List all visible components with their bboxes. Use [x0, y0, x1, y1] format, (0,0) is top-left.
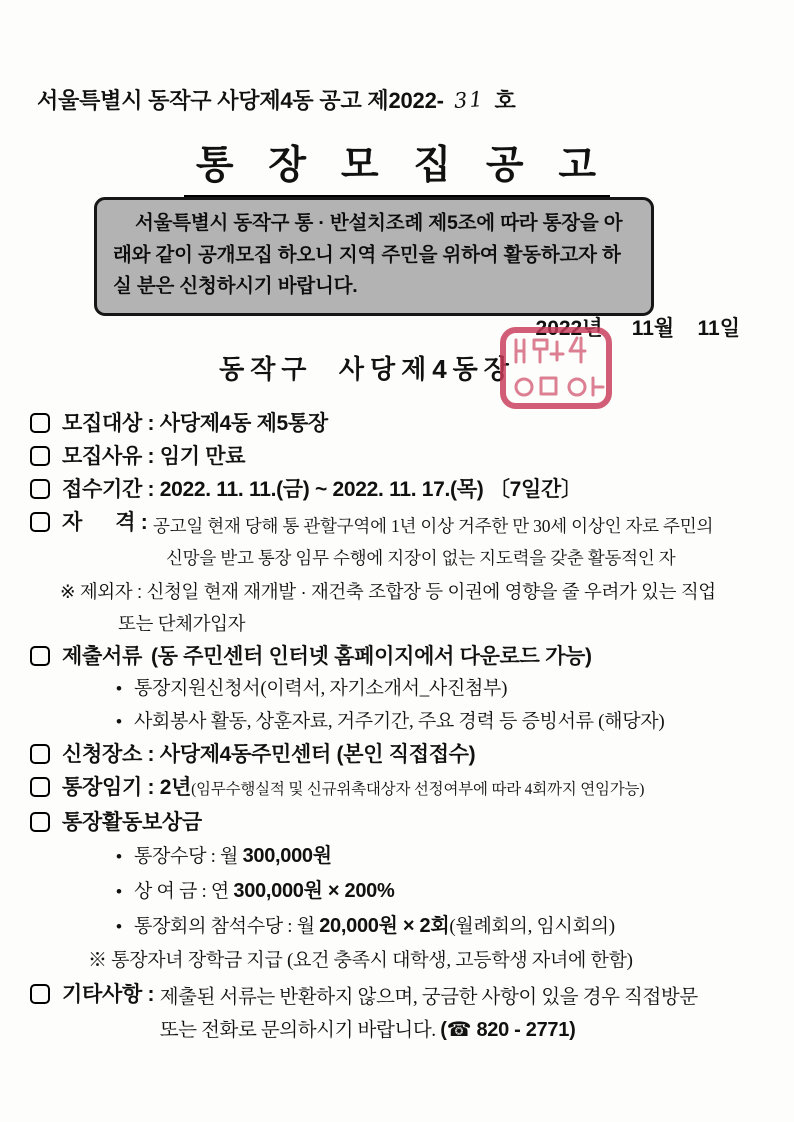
official-seal-stamp-icon — [499, 326, 613, 410]
item-documents — [30, 644, 778, 670]
checkbox-icon — [30, 984, 50, 1004]
colon-separator: : — [135, 511, 153, 534]
notice-text: 서울특별시 동작구 통 · 반설치조례 제5조에 따라 통장을 아래와 같이 공개모집 하오니 지역 주민을 위하여 활동하고자 하실 분은 신청하시기 바랍니다. — [113, 212, 623, 298]
checkbox-icon — [30, 646, 50, 666]
item-qualification — [30, 510, 778, 574]
colon-separator: : — [141, 776, 160, 799]
documents-bullet-1 — [116, 676, 778, 702]
item-recruit-reason — [30, 444, 778, 470]
checkbox-icon — [30, 777, 50, 797]
allowance-label: 통장수당 : 월 — [133, 846, 243, 867]
issuer-row — [0, 349, 794, 386]
documents-bullet-2 — [116, 709, 778, 735]
exclusion-line1: ※ 제외자 : 신청일 현재 재개발 · 재건축 조합장 등 이권에 영향을 줄 우려가 있는 직업 — [60, 581, 716, 602]
compensation-bullet-bonus — [116, 878, 778, 906]
bullet-text — [134, 843, 332, 871]
item-exclusion-note — [60, 576, 778, 640]
checkbox-icon — [30, 446, 50, 466]
bullet-icon: • — [116, 712, 122, 731]
term-text — [160, 775, 778, 803]
item-apply-place — [30, 742, 778, 768]
issue-date: 2022년 11월 11일 — [535, 317, 740, 340]
qualification-line2: 신망을 받고 통장 임무 수행에 지장이 없는 지도력을 갖춘 활동적인 자 — [165, 548, 676, 568]
checkbox-icon — [30, 479, 50, 499]
note-text: ※ 통장자녀 장학금 지급 (요건 충족시 대학생, 고등학생 자녀에 한함) — [88, 950, 633, 971]
title-row — [0, 134, 794, 200]
exclusion-line2: 또는 단체가입자 — [118, 613, 246, 634]
item-recruit-target — [30, 411, 778, 437]
phone-number: (☎ 820 - 2771) — [440, 1019, 576, 1041]
checkbox-icon — [30, 812, 50, 832]
item-etc — [30, 982, 778, 1048]
meeting-amount: 20,000원 × 2회 — [319, 915, 450, 937]
bullet-text: 통장지원신청서(이력서, 자기소개서_사진첨부) — [133, 678, 508, 699]
checkbox-icon — [30, 744, 50, 764]
checkbox-icon — [30, 413, 50, 433]
doc-number-handwritten: 31 — [452, 86, 486, 114]
item-label: 기타사항 — [62, 983, 142, 1006]
qualification-text — [153, 510, 778, 574]
colon-separator: : — [141, 478, 160, 501]
bullet-text — [134, 913, 615, 941]
item-label: 모집대상 — [62, 412, 142, 435]
etc-line2 — [160, 1014, 778, 1048]
allowance-amount: 300,000원 — [242, 845, 332, 867]
item-value: 임기 만료 — [159, 445, 246, 468]
bullet-icon: • — [116, 917, 122, 936]
documents-note: (동 주민센터 인터넷 홈페이지에서 다운로드 가능) — [150, 645, 592, 668]
notice-items — [30, 404, 778, 1055]
item-label: 신청장소 — [62, 743, 142, 766]
colon-separator: : — [141, 983, 160, 1006]
etc-line2-text: 또는 전화로 문의하시기 바랍니다. — [159, 1020, 441, 1041]
doc-number-suffix: 호 — [494, 88, 516, 113]
item-label: 모집사유 — [62, 445, 142, 468]
colon-separator: : — [141, 412, 160, 435]
etc-text — [160, 982, 778, 1048]
notice-box — [94, 197, 654, 316]
meeting-label: 통장회의 참석수당 : 월 — [133, 916, 320, 937]
bullet-text: 사회봉사 활동, 상훈자료, 거주기간, 주요 경력 등 증빙서류 (해당자) — [133, 711, 665, 732]
item-reception-period — [30, 477, 778, 503]
item-compensation — [30, 810, 778, 836]
item-value: 사당제4동주민센터 (본인 직접접수) — [159, 743, 476, 766]
qualification-line1: 공고일 현재 당해 통 관할구역에 1년 이상 거주한 만 30세 이상인 자로 주민의 — [152, 516, 714, 536]
scholarship-note — [88, 948, 778, 975]
compensation-bullet-meeting — [116, 913, 778, 941]
item-label: 통장활동보상금 — [62, 811, 202, 834]
item-value: 2022. 11. 11.(금) ~ 2022. 11. 17.(목) 〔7일간〕 — [159, 478, 582, 501]
etc-line1: 제출된 서류는 반환하지 않으며, 궁금한 사항이 있을 경우 직접방문 — [159, 987, 698, 1008]
item-label: 자 격 — [62, 511, 136, 534]
doc-number-prefix: 서울특별시 동작구 사당제4동 공고 제2022- — [37, 88, 444, 113]
doc-number-line — [37, 84, 516, 115]
colon-separator: : — [141, 743, 160, 766]
bonus-amount: 300,000원 × 200% — [233, 880, 395, 902]
item-label: 접수기간 — [62, 478, 142, 501]
issuer-name: 동작구 사당제4동장 — [219, 354, 515, 384]
bullet-text — [134, 878, 395, 906]
bullet-icon: • — [116, 679, 122, 698]
term-detail: (임무수행실적 및 신규위촉대상자 선정여부에 따라 4회까지 연임가능) — [191, 781, 645, 798]
bullet-icon: • — [116, 882, 122, 901]
item-label: 통장임기 — [62, 776, 142, 799]
checkbox-icon — [30, 512, 50, 532]
bullet-icon: • — [116, 847, 122, 866]
term-main: 2년 — [159, 776, 192, 799]
page-title: 통 장 모 집 공 고 — [184, 134, 610, 200]
bonus-label: 상 여 금 : 연 — [133, 881, 234, 902]
item-term — [30, 775, 778, 803]
item-value: 사당제4동 제5통장 — [159, 412, 328, 435]
meeting-detail: (월례회의, 임시회의) — [449, 916, 615, 937]
compensation-bullet-allowance — [116, 843, 778, 871]
colon-separator: : — [141, 445, 160, 468]
item-label: 제출서류 — [62, 645, 142, 668]
